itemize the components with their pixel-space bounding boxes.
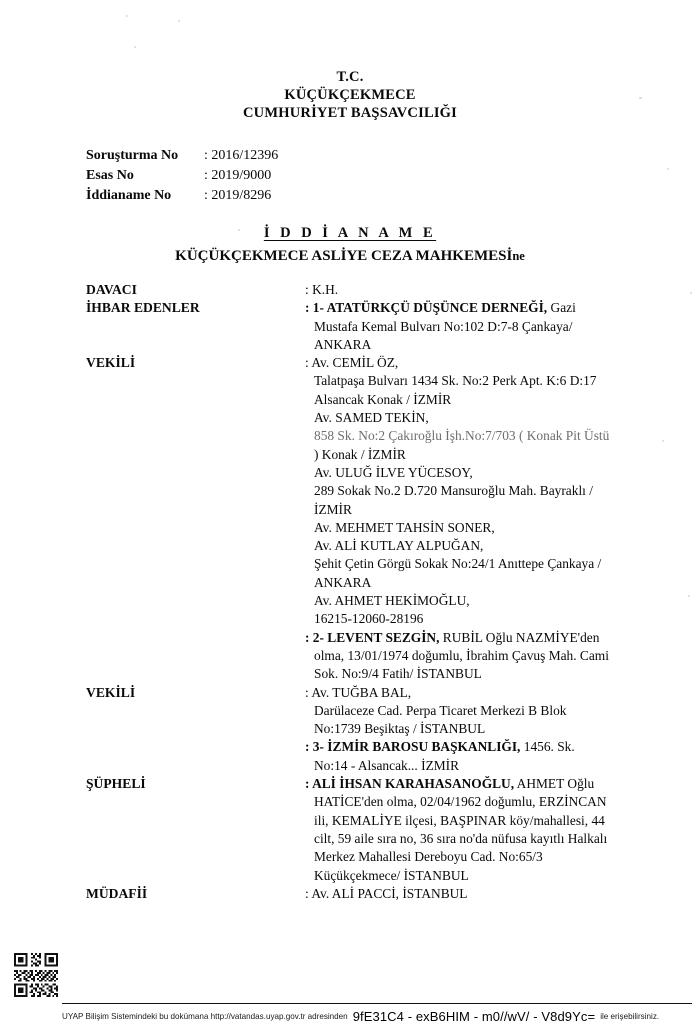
party-row-davaci bbox=[86, 281, 660, 299]
party-value-ihbar-edenler bbox=[305, 299, 660, 354]
party-value-vekili-2 bbox=[305, 684, 660, 739]
party-line: Av. AHMET HEKİMOĞLU, bbox=[314, 593, 470, 609]
case-value-sorusturma: : 2016/12396 bbox=[204, 148, 279, 163]
case-value-iddianame: : 2019/8296 bbox=[204, 188, 272, 203]
scan-speck bbox=[667, 168, 669, 170]
party-line: : Av. ALİ PACCİ, İSTANBUL bbox=[305, 885, 468, 901]
party-row-supheli bbox=[86, 775, 660, 885]
page-title: İ D D İ A N A M E bbox=[263, 225, 437, 241]
document-header bbox=[0, 68, 700, 122]
party-line: : Av. CEMİL ÖZ, bbox=[305, 355, 399, 371]
case-row-iddianame bbox=[86, 186, 278, 206]
party-line bbox=[305, 629, 660, 647]
court-name-suffix: ne bbox=[512, 249, 525, 263]
party-line: 858 Sk. No:2 Çakıroğlu İşh.No:7/703 ( Konak Pit Üstü bbox=[314, 428, 610, 444]
scan-speck bbox=[688, 595, 690, 597]
scan-speck bbox=[662, 440, 664, 442]
party-value-ihbar-eden-2 bbox=[305, 629, 660, 684]
party-row-vekili-1 bbox=[86, 354, 660, 628]
party-value-vekili-1 bbox=[305, 354, 660, 628]
document-title-block bbox=[0, 222, 700, 267]
party-line: HATİCE'den olma, 02/04/1962 doğumlu, ERZİNCAN bbox=[314, 794, 607, 810]
party-label-supheli: ŞÜPHELİ bbox=[86, 776, 146, 792]
case-row-sorusturma bbox=[86, 146, 278, 166]
party-line: ANKARA bbox=[314, 574, 372, 590]
case-label-sorusturma: Soruşturma No bbox=[86, 148, 179, 163]
party-line: 16215-12060-28196 bbox=[314, 611, 424, 627]
party-detail-inline: RUBİL Oğlu NAZMİYE'den bbox=[439, 629, 600, 645]
uyap-verification-footer bbox=[62, 1008, 692, 1024]
party-line: Sok. No:9/4 Fatih/ İSTANBUL bbox=[314, 666, 482, 682]
case-row-esas bbox=[86, 166, 278, 186]
party-line: olma, 13/01/1974 doğumlu, İbrahim Çavuş Mah. Cami bbox=[314, 647, 609, 663]
party-line: ) Konak / İZMİR bbox=[314, 446, 406, 462]
scan-speck bbox=[126, 15, 128, 17]
party-value-ihbar-eden-3 bbox=[305, 738, 660, 775]
party-address-inline: Gazi bbox=[547, 300, 576, 316]
party-label-ihbar-edenler: İHBAR EDENLER bbox=[86, 300, 200, 316]
footer-suffix-text: ile erişebilirsiniz. bbox=[600, 1011, 660, 1021]
party-line: Alsancak Konak / İZMİR bbox=[314, 391, 452, 407]
parties-section bbox=[86, 281, 660, 903]
party-value-davaci bbox=[305, 281, 660, 299]
case-number-block bbox=[86, 146, 278, 206]
party-row-mudafii bbox=[86, 885, 660, 903]
party-line: Mustafa Kemal Bulvarı No:102 D:7-8 Çankaya/ bbox=[314, 318, 573, 334]
scan-speck bbox=[690, 292, 692, 294]
party-address-inline: 1456. Sk. bbox=[520, 739, 575, 755]
party-line: ANKARA bbox=[314, 336, 372, 352]
scan-speck bbox=[178, 20, 180, 22]
scan-speck bbox=[134, 46, 136, 48]
party-entity-name: : 1- ATATÜRKÇÜ DÜŞÜNCE DERNEĞİ, bbox=[305, 300, 548, 316]
party-line: İZMİR bbox=[314, 501, 352, 517]
case-label-esas: Esas No bbox=[86, 168, 134, 183]
party-value-supheli bbox=[305, 775, 660, 885]
party-line bbox=[305, 299, 660, 317]
party-line bbox=[305, 775, 660, 793]
document-verification-code: 9fE31C4 - exB6HIM - m0//wV/ - V8d9Yc= bbox=[352, 1008, 596, 1024]
qr-code-icon bbox=[12, 951, 60, 999]
party-line: Küçükçekmece/ İSTANBUL bbox=[314, 867, 469, 883]
suspect-name: : ALİ İHSAN KARAHASANOĞLU, bbox=[305, 776, 515, 792]
header-line-city: KÜÇÜKÇEKMECE bbox=[284, 87, 416, 103]
party-line: No:14 - Alsancak... İZMİR bbox=[314, 757, 460, 773]
party-line: Şehit Çetin Görgü Sokak No:24/1 Anıttepe Çankaya / bbox=[314, 556, 602, 572]
party-line: cilt, 59 aile sıra no, 36 sıra no'da nüfusa kayıtlı Halkalı bbox=[314, 830, 608, 846]
case-value-esas: : 2019/9000 bbox=[204, 168, 272, 183]
party-row-ihbar-eden-3 bbox=[86, 738, 660, 775]
party-line: Av. ULUĞ İLVE YÜCESOY, bbox=[314, 464, 473, 480]
party-line bbox=[305, 738, 660, 756]
suspect-detail-inline: AHMET Oğlu bbox=[514, 776, 595, 792]
party-line: Av. SAMED TEKİN, bbox=[314, 410, 429, 426]
court-name-text: KÜÇÜKÇEKMECE ASLİYE CEZA MAHKEMESİ bbox=[175, 248, 513, 264]
party-label-vekili-2: VEKİLİ bbox=[86, 684, 136, 700]
party-label-mudafii: MÜDAFİİ bbox=[86, 885, 148, 901]
case-label-iddianame: İddianame No bbox=[86, 188, 172, 203]
party-row-ihbar-edenler bbox=[86, 299, 660, 354]
party-line: Talatpaşa Bulvarı 1434 Sk. No:2 Perk Apt. K:6 D:17 bbox=[314, 373, 597, 389]
party-row-vekili-2 bbox=[86, 684, 660, 739]
party-label-davaci: DAVACI bbox=[86, 282, 137, 297]
header-line-office: CUMHURİYET BAŞSAVCILIĞI bbox=[243, 105, 457, 121]
party-entity-name: : 3- İZMİR BAROSU BAŞKANLIĞI, bbox=[305, 739, 521, 755]
party-line: ili, KEMALİYE ilçesi, BAŞPINAR köy/mahallesi, 44 bbox=[314, 812, 605, 828]
party-line: : Av. TUĞBA BAL, bbox=[305, 684, 412, 700]
party-line: 289 Sokak No.2 D.720 Mansuroğlu Mah. Bayraklı / bbox=[314, 483, 593, 499]
footer-prefix-text: UYAP Bilişim Sistemindeki bu dokümana http://vatandas.uyap.gov.tr adresinden bbox=[62, 1011, 348, 1021]
party-line: Av. MEHMET TAHSİN SONER, bbox=[314, 519, 495, 535]
party-entity-name: : 2- LEVENT SEZGİN, bbox=[305, 629, 440, 645]
party-line: Darülaceze Cad. Perpa Ticaret Merkezi B Blok bbox=[314, 702, 567, 718]
party-value-mudafii bbox=[305, 885, 660, 903]
party-row-ihbar-eden-2 bbox=[86, 629, 660, 684]
party-line: : K.H. bbox=[305, 282, 339, 297]
party-line: No:1739 Beşiktaş / İSTANBUL bbox=[314, 721, 486, 737]
party-line: Av. ALİ KUTLAY ALPUĞAN, bbox=[314, 538, 484, 554]
footer-divider bbox=[62, 1003, 692, 1004]
party-label-vekili-1: VEKİLİ bbox=[86, 355, 136, 371]
header-line-tc: T.C. bbox=[336, 69, 364, 85]
court-name bbox=[0, 246, 700, 267]
party-line: Merkez Mahallesi Dereboyu Cad. No:65/3 bbox=[314, 849, 543, 865]
